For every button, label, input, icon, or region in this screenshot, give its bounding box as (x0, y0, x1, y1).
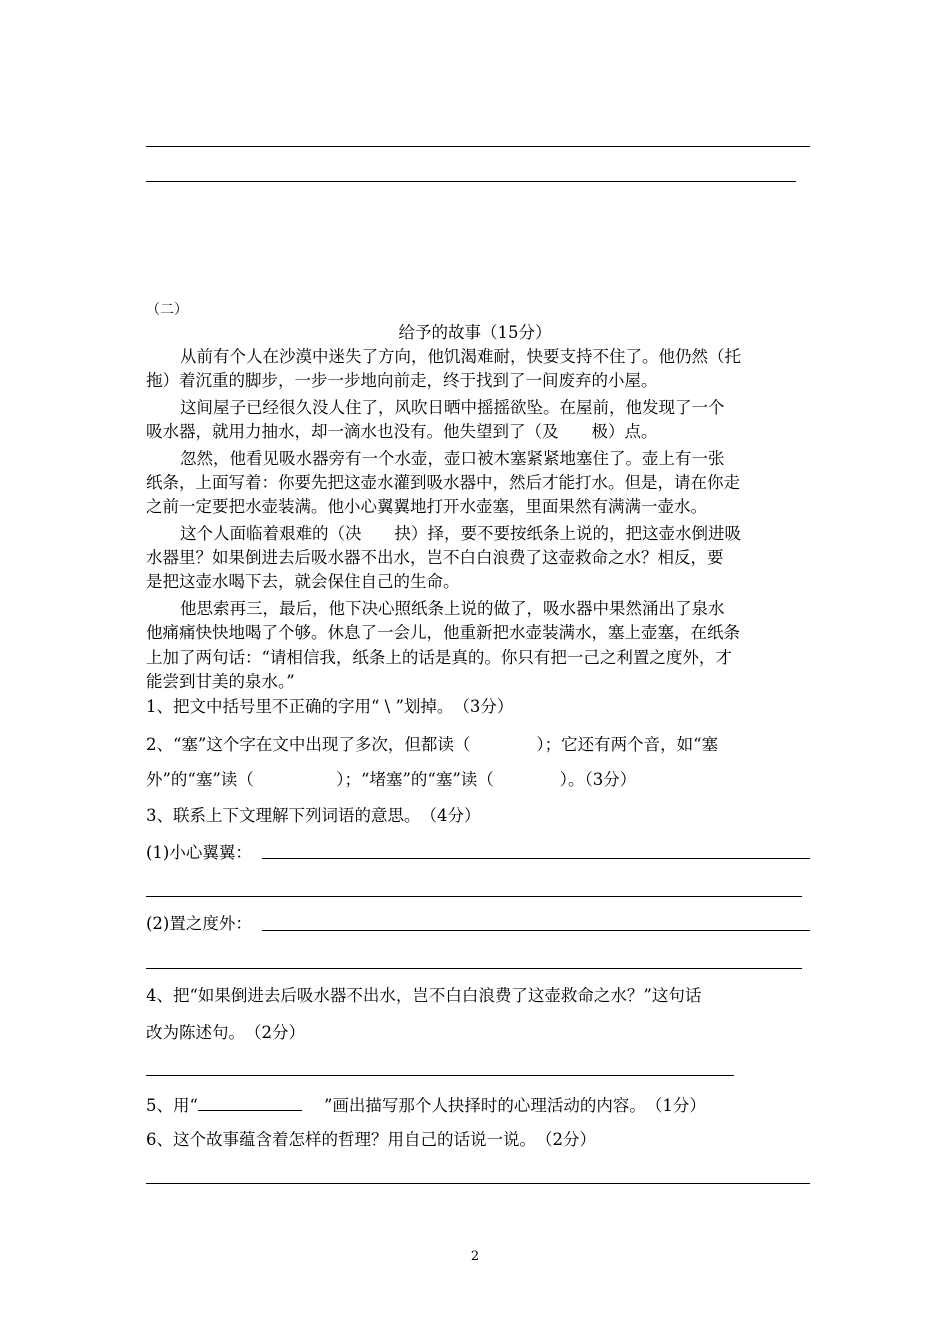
page-number: 2 (470, 1249, 480, 1264)
answer-line[interactable] (146, 968, 802, 969)
answer-line[interactable] (262, 930, 810, 931)
passage-line: 吸水器，就用力抽水，却一滴水也没有。他失望到了（及 极）点。 (146, 422, 658, 441)
passage-line: 他思索再三，最后，他下决心照纸条上说的做了，吸水器中果然涌出了泉水 (180, 599, 725, 618)
passage-line: 忽然，他看见吸水器旁有一个水壶，壶口被木塞紧紧地塞住了。壶上有一张 (180, 449, 725, 468)
answer-line (146, 146, 810, 147)
answer-line[interactable] (146, 896, 802, 897)
underline-sample (198, 1094, 302, 1111)
passage-line: 从前有个人在沙漠中迷失了方向，他饥渴难耐，快要支持不住了。他仍然（托 (180, 347, 741, 366)
question-2-line-1: 2、“塞”这个字在文中出现了多次，但都读（ ）；它还有两个音，如“塞 (146, 735, 719, 754)
question-3-item-2: (2)置之度外： (146, 914, 252, 933)
answer-line[interactable] (146, 1075, 734, 1076)
answer-line[interactable] (262, 858, 810, 859)
passage-line: 是把这壶水喝下去，就会保住自己的生命。 (146, 572, 460, 591)
passage-line: 上加了两句话：“请相信我，纸条上的话是真的。你只有把一己之利置之度外，才 (146, 648, 732, 667)
question-5-suffix: ”画出描写那个人抉择时的心理活动的内容。 （1分） (323, 1096, 706, 1115)
question-6: 6、这个故事蕴含着怎样的哲理？用自己的话说一说。 （2分） (146, 1130, 596, 1149)
question-3-item-1: (1)小心翼翼： (146, 843, 252, 862)
question-5 (146, 1094, 706, 1116)
question-5-prefix: 5、用“ (146, 1096, 198, 1115)
passage-line: 水器里？如果倒进去后吸水器不出水，岂不白白浪费了这壶救命之水？相反，要 (146, 548, 724, 567)
answer-line[interactable] (146, 1183, 810, 1184)
passage-line: 拖）着沉重的脚步，一步一步地向前走，终于找到了一间废弃的小屋。 (146, 371, 658, 390)
question-4-line-1: 4、把“如果倒进去后吸水器不出水，岂不白白浪费了这壶救命之水？”这句话 (146, 986, 702, 1005)
answer-line (146, 181, 796, 182)
question-2-line-2: 外”的“塞”读（ ）；“堵塞”的“塞”读（ ）。（3分） (146, 770, 637, 789)
question-3: 3、联系上下文理解下列词语的意思。 （4分） (146, 806, 481, 825)
passage-line: 这间屋子已经很久没人住了，风吹日晒中摇摇欲坠。在屋前，他发现了一个 (180, 398, 725, 417)
passage-line: 之前一定要把水壶装满。他小心翼翼地打开水壶塞，里面果然有满满一壶水。 (146, 497, 707, 516)
section-label: （二） (146, 302, 188, 318)
passage-title: 给予的故事（15分） (398, 323, 552, 342)
passage-line: 纸条，上面写着：你要先把这壶水灌到吸水器中，然后才能打水。但是，请在你走 (146, 473, 740, 492)
passage-line: 他痛痛快快地喝了个够。休息了一会儿，他重新把水壶装满水，塞上壶塞，在纸条 (146, 623, 740, 642)
question-4-line-2: 改为陈述句。 （2分） (146, 1023, 305, 1042)
passage-line: 这个人面临着艰难的（决 抉）择，要不要按纸条上说的，把这壶水倒进吸 (180, 524, 741, 543)
question-1: 1、把文中括号里不正确的字用“ \ ”划掉。 （3分） (146, 697, 514, 716)
passage-line: 能尝到甘美的泉水。” (146, 672, 295, 691)
